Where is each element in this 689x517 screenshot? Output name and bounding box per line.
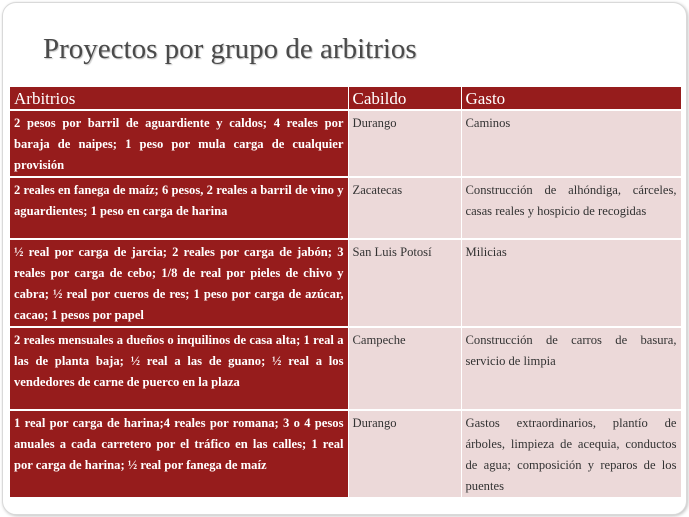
cell-cabildo: San Luis Potosí (348, 239, 461, 327)
header-arbitrios: Arbitrios (10, 87, 348, 110)
table-row (10, 177, 681, 239)
cell-cabildo: Durango (348, 110, 461, 177)
cell-gasto: Construcción de carros de basura, servicio de limpia (461, 327, 681, 410)
cell-gasto: Milicias (461, 239, 681, 327)
cell-arbitrios: 1 real por carga de harina;4 reales por romana; 3 o 4 pesos anuales a cada carretero por el tráfico en las calles; 1 real por carga de harina; ½ real por fanega de maíz (10, 410, 348, 498)
table-row (10, 410, 681, 498)
cell-gasto: Gastos extraordinarios, plantío de árboles, limpieza de acequia, conductos de agua; composición y reparos de los puentes (461, 410, 681, 498)
cell-arbitrios: ½ real por carga de jarcia; 2 reales por carga de jabón; 3 reales por carga de cebo; 1/8 de real por pieles de chivo y cabra; ½ real por cueros de res; 1 peso por carga de azúcar, cacao; 1 pesos por papel (10, 239, 348, 327)
cell-arbitrios: 2 reales en fanega de maíz; 6 pesos, 2 reales a barril de vino y aguardientes; 1 peso en carga de harina (10, 177, 348, 239)
table-row (10, 239, 681, 327)
header-gasto: Gasto (461, 87, 681, 110)
table-row (10, 110, 681, 177)
cell-cabildo: Campeche (348, 327, 461, 410)
table-header-row (10, 87, 681, 110)
cell-gasto: Caminos (461, 110, 681, 177)
table-row (10, 327, 681, 410)
header-cabildo: Cabildo (348, 87, 461, 110)
cell-arbitrios: 2 reales mensuales a dueños o inquilinos de casa alta; 1 real a las de planta baja; ½ real a las de guano; ½ real a los vendedores de carne de puerco en la plaza (10, 327, 348, 410)
slide (2, 2, 687, 515)
slide-title: Proyectos por grupo de arbitrios (43, 33, 417, 65)
cell-cabildo: Zacatecas (348, 177, 461, 239)
cell-arbitrios: 2 pesos por barril de aguardiente y caldos; 4 reales por baraja de naipes; 1 peso por mula carga de cualquier provisión (10, 110, 348, 177)
arbitrios-table (10, 87, 682, 499)
cell-gasto: Construcción de alhóndiga, cárceles, casas reales y hospicio de recogidas (461, 177, 681, 239)
cell-cabildo: Durango (348, 410, 461, 498)
